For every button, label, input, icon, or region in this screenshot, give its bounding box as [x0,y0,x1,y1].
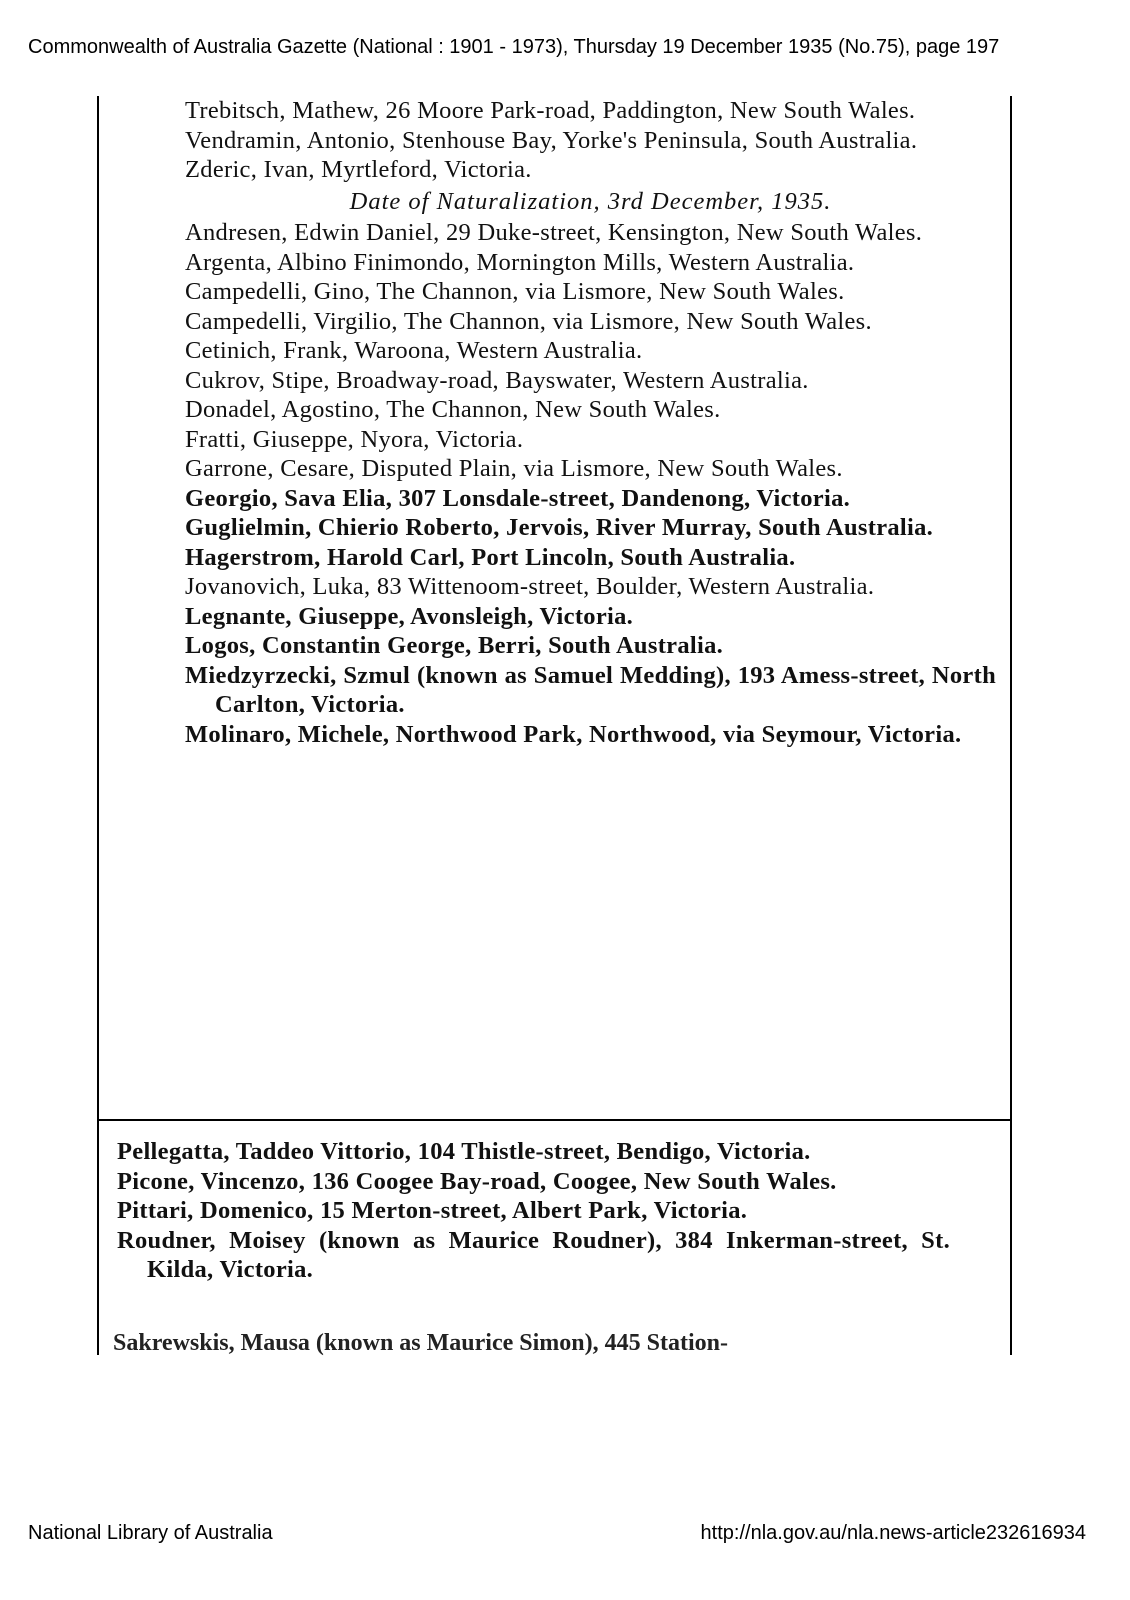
list-item: Garrone, Cesare, Disputed Plain, via Lismore, New South Wales. [185,455,843,482]
list-item: Trebitsch, Mathew, 26 Moore Park-road, Paddington, New South Wales. [185,97,916,124]
footer-article-url[interactable]: http://nla.gov.au/nla.news-article232616934 [700,1522,1086,1544]
list-item: Campedelli, Virgilio, The Channon, via Lismore, New South Wales. [185,307,872,335]
list-item: Donadel, Agostino, The Channon, New South Wales. [185,396,721,423]
list-item: Pellegatta, Taddeo Vittorio, 104 Thistle-street, Bendigo, Victoria. [117,1138,811,1165]
list-item: Cukrov, Stipe, Broadway-road, Bayswater, Western Australia. [185,366,809,394]
clipping-bottom-column [97,1121,1012,1355]
page-citation-header: Commonwealth of Australia Gazette (National : 1901 - 1973), Thursday 19 December 1935 (No.75), page 197 [28,36,1000,58]
naturalization-list-top [185,96,996,749]
list-item: Hagerstrom, Harold Carl, Port Lincoln, South Australia. [185,543,796,571]
list-item: Roudner, Moisey (known as Maurice Roudner), 384 Inkerman-street, St. Kilda, Victoria. [117,1226,950,1283]
cut-off-text-line [113,1330,950,1357]
list-item: Zderic, Ivan, Myrtleford, Victoria. [185,156,532,183]
list-item: Andresen, Edwin Daniel, 29 Duke-street, Kensington, New South Wales. [185,219,923,246]
footer-library-name: National Library of Australia [28,1522,273,1544]
list-item: Georgio, Sava Elia, 307 Lonsdale-street, Dandenong, Victoria. [185,484,851,512]
list-item: Logos, Constantin George, Berri, South Australia. [185,632,724,659]
list-item: Legnante, Giuseppe, Avonsleigh, Victoria. [185,602,634,630]
list-item: Molinaro, Michele, Northwood Park, Northwood, via Seymour, Victoria. [185,720,962,748]
list-item: Vendramin, Antonio, Stenhouse Bay, Yorke's Peninsula, South Australia. [185,126,918,154]
date-of-naturalization-heading: Date of Naturalization, 3rd December, 1935. [349,187,832,215]
list-item: Picone, Vincenzo, 136 Coogee Bay-road, Coogee, New South Wales. [117,1167,837,1195]
list-item: Pittari, Domenico, 15 Merton-street, Albert Park, Victoria. [117,1197,748,1224]
list-item: Campedelli, Gino, The Channon, via Lismore, New South Wales. [185,278,845,305]
list-item: Fratti, Giuseppe, Nyora, Victoria. [185,425,524,453]
list-item: Jovanovich, Luka, 83 Wittenoom-street, Boulder, Western Australia. [185,573,875,600]
naturalization-list-bottom [117,1137,950,1285]
clipping-top-column [97,96,1012,1121]
list-item: Argenta, Albino Finimondo, Mornington Mills, Western Australia. [185,248,855,276]
cut-off-text: Sakrewskis, Mausa (known as Maurice Simon), 445 Station- [113,1330,728,1356]
list-item: Miedzyrzecki, Szmul (known as Samuel Medding), 193 Amess-street, North Carlton, Victoria. [185,661,996,718]
list-item: Guglielmin, Chierio Roberto, Jervois, River Murray, South Australia. [185,514,934,541]
list-item: Cetinich, Frank, Waroona, Western Australia. [185,337,643,364]
